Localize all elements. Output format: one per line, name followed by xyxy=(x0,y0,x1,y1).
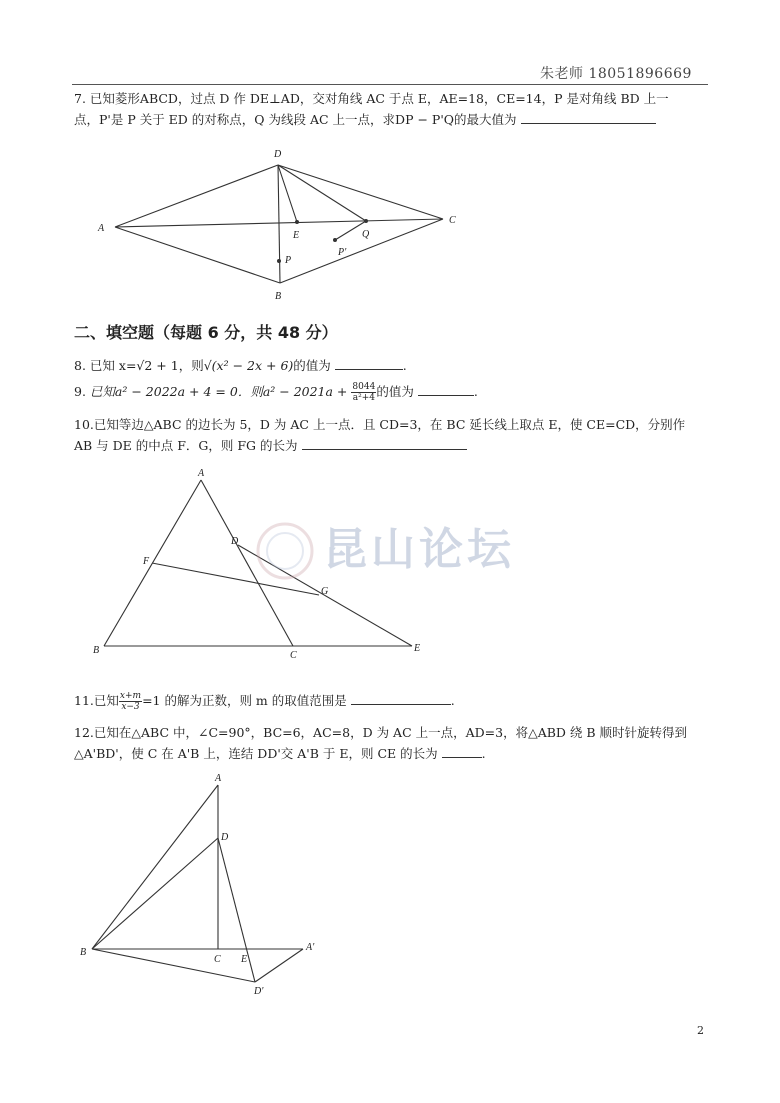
question-8: 8. 已知 x=√2 + 1，则√(x² − 2x + 6)的值为 . xyxy=(74,358,407,373)
q12-label-D-prime: D' xyxy=(254,986,264,997)
point-E xyxy=(295,220,299,224)
q10-label-E: E xyxy=(414,643,421,654)
section-title: 二、填空题（每题 6 分，共 48 分） xyxy=(74,323,338,342)
q10-label-C: C xyxy=(290,650,297,661)
segment-AB xyxy=(92,785,218,949)
q11-text: 已知 xyxy=(93,693,119,708)
segment-DE xyxy=(278,165,297,222)
q9-text-end: 的值为 xyxy=(376,384,414,399)
q11-answer-blank xyxy=(351,692,451,705)
q12-label-E: E xyxy=(241,954,248,965)
segment-BA xyxy=(115,227,280,283)
watermark-emblem-icon xyxy=(255,511,315,591)
q12-label-D: D xyxy=(221,832,229,843)
q9-fraction-numerator: 8044 xyxy=(352,382,376,392)
q10-label-G: G xyxy=(321,586,329,597)
q7-number: 7. xyxy=(74,91,86,106)
q8-text: 已知 x=√2 + 1，则 xyxy=(89,358,204,373)
q12-label-C: C xyxy=(214,954,221,965)
segment-A-prime-D-prime xyxy=(255,949,303,982)
page-number: 2 xyxy=(697,1024,704,1037)
q8-expression: √(x² − 2x + 6) xyxy=(203,358,294,373)
q10-number: 10. xyxy=(74,417,94,432)
q10-label-F: F xyxy=(143,556,150,567)
q10-text-line2: AB 与 DE 的中点 F．G，则 FG 的长为 xyxy=(74,438,298,453)
q7-label-B: B xyxy=(275,291,282,302)
segment-BD-prime xyxy=(92,949,255,982)
question-11: 11.已知 $\frac{x+m}{x-3}$ =1 的解为正数，则 m 的取值范围是 . xyxy=(74,691,455,712)
q8-number: 8. xyxy=(74,358,86,373)
q12-text-line1: 已知在△ABC 中，∠C=90°，BC=6，AC=8，D 为 AC 上一点，AD=3，将△ABD 绕 B 顺时针旋转得到 xyxy=(93,725,688,740)
q10-label-D: D xyxy=(231,536,239,547)
q7-text-line2: 点，P'是 P 关于 ED 的对称点，Q 为线段 AC 上一点，求DP − P'Q的最大值为 xyxy=(74,112,517,127)
q12-answer-blank xyxy=(442,745,482,758)
q11-text-end: =1 的解为正数，则 m 的取值范围是 xyxy=(142,693,347,708)
q7-label-D: D xyxy=(274,149,282,160)
q12-label-B: B xyxy=(80,947,87,958)
point-P xyxy=(277,259,281,263)
q9-number: 9. xyxy=(74,384,86,399)
q12-label-A: A xyxy=(215,773,222,784)
q10-label-A: A xyxy=(198,468,205,479)
q7-label-P-prime: P' xyxy=(338,247,347,258)
q11-fraction-denominator: x−3 xyxy=(121,702,140,712)
segment-AD xyxy=(115,165,278,227)
q7-label-C: C xyxy=(449,215,456,226)
q9-fraction-denominator: a²+4 xyxy=(352,393,375,403)
q10-text-line1: 已知等边△ABC 的边长为 5，D 为 AC 上一点．且 CD=3，在 BC 延长线上取点 E，使 CE=CD，分别作 xyxy=(93,417,686,432)
segment-DC xyxy=(278,165,443,219)
segment-DD-prime xyxy=(218,838,255,982)
q11-fraction-numerator: x+m xyxy=(119,691,142,701)
teacher-contact: 朱老师 18051896669 xyxy=(540,66,692,82)
watermark xyxy=(255,505,545,595)
point-Q xyxy=(364,219,368,223)
q10-label-B: B xyxy=(93,645,100,656)
q12-number: 12. xyxy=(74,725,94,740)
q7-label-Q: Q xyxy=(362,229,370,240)
q7-label-P: P xyxy=(285,255,292,266)
q11-number: 11. xyxy=(74,693,94,708)
question-10 xyxy=(74,414,714,456)
q7-figure xyxy=(115,165,443,283)
q12-label-A-prime: A' xyxy=(306,942,315,953)
q8-text-end: 的值为 xyxy=(293,358,331,373)
q12-figure xyxy=(92,785,303,982)
point-P2 xyxy=(333,238,337,242)
watermark-text: 昆山论坛 xyxy=(323,524,515,575)
q12-text-line2: △A'BD'，使 C 在 A'B 上，连结 DD'交 A'B 于 E，则 CE 的长为 xyxy=(74,746,438,761)
q7-label-E: E xyxy=(293,230,300,241)
question-12: 12.已知在△ABC 中，∠C=90°，BC=6，AC=8，D 为 AC 上一点，AD=3，将△ABD 绕 B 顺时针旋转得到 △A'BD'，使 C 在 A'B 上，连结 DD'交 A'B 于 E，则 CE 的长为 . xyxy=(74,725,688,761)
q9-answer-blank xyxy=(418,383,474,396)
segment-BD xyxy=(92,838,218,949)
diagonal-BD xyxy=(278,165,280,283)
q10-answer-blank xyxy=(302,437,467,450)
q9-fraction xyxy=(351,382,376,403)
q11-fraction xyxy=(119,691,142,712)
segment-DQ xyxy=(278,165,366,221)
q9-text: 已知a² − 2022a + 4 = 0．则a² − 2021a + xyxy=(89,384,348,399)
q7-label-A: A xyxy=(98,223,105,234)
q8-answer-blank xyxy=(335,357,403,370)
q7-text-line1: 已知菱形ABCD，过点 D 作 DE⊥AD，交对角线 AC 于点 E，AE=18，CE=14，P 是对角线 BD 上一 xyxy=(89,91,669,106)
question-9: 9. 已知a² − 2022a + 4 = 0．则a² − 2021a + $\frac{8044}{\text{a²+4}}$ 的值为 . xyxy=(74,382,478,403)
